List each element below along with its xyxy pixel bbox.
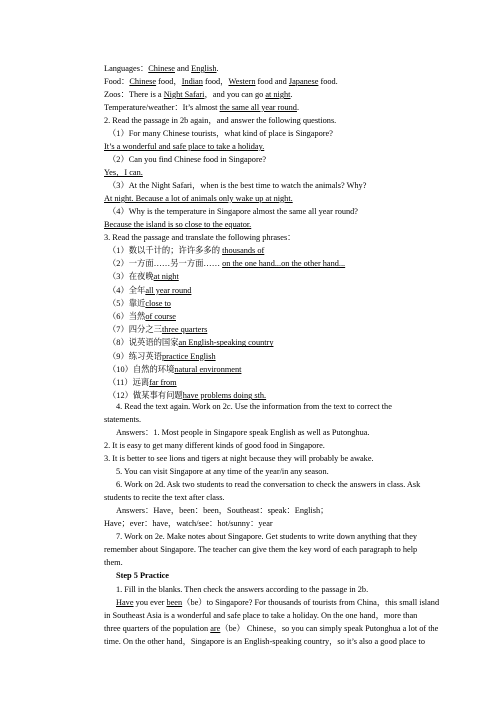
phrase-item [108, 311, 176, 322]
answer-4-3: 3. It is better to see lions and tigers at night because they will probably be awake. [104, 454, 374, 463]
answer-2-4: Because the island is so close to the equator. [104, 220, 252, 229]
question-2-1: （1）For many Chinese tourists，what kind of place is Singapore? [108, 129, 333, 138]
answer-2-3: At night. Because a lot of animals only wake up at night. [104, 194, 293, 203]
phrase-chinese: （10）自然的环境 [108, 364, 175, 374]
phrase-chinese: （4）全年 [108, 285, 146, 295]
food-line: Food：Chinese food，Indian food，Western food and Japanese food. [104, 77, 338, 86]
phrase-english: all year round [145, 285, 192, 295]
phrase-item [108, 285, 191, 296]
phrase-chinese: （7）四分之三 [108, 325, 162, 335]
question-2-4: （4）Why is the temperature in Singapore almost the same all year round? [108, 207, 358, 216]
answer-2-2: Yes，I can. [104, 168, 143, 177]
phrase-english: have problems doing sth. [182, 391, 267, 401]
question-4-line-2: statements. [104, 415, 142, 424]
phrase-chinese: （5）靠近 [108, 298, 146, 308]
phrase-item [108, 364, 241, 375]
phrase-chinese: （9）练习英语 [108, 351, 162, 361]
phrase-english: at night [153, 272, 179, 282]
answer-4-5: 5. You can visit Singapore at any time of the year/in any season. [116, 467, 329, 476]
phrase-item [108, 298, 171, 309]
phrase-english: thousands of [222, 246, 265, 255]
answer-6-line-1: Answers：Have，been：been，Southeast：speak：English； [116, 506, 329, 515]
phrase-english: three quarters [161, 325, 208, 335]
temperature-line: Temperature/weather：It’s almost the same all year round. [104, 103, 300, 112]
practice-line-4: time. On the other hand，Singapore is an English-speaking country，so it’s also a good place to [104, 637, 425, 646]
question-3-heading: 3. Read the passage and translate the following phrases： [104, 233, 296, 242]
answer-4-1: Answers：1. Most people in Singapore speak English as well as Putonghua. [116, 428, 370, 437]
question-7-line-3: them. [104, 558, 123, 567]
phrase-english: close to [145, 298, 171, 308]
question-6-line-1: 6. Work on 2d. Ask two students to read the conversation to check the answers in class. Ask [116, 480, 421, 489]
phrase-chinese: （12）做某事有问题 [108, 391, 183, 401]
phrase-english: far from [149, 378, 177, 387]
phrase-item [108, 377, 177, 388]
phrase-item [108, 390, 266, 401]
phrase-chinese: （2）一方面……另一方面…… [108, 259, 223, 269]
question-2-3: （3）At the Night Safari，when is the best time to watch the animals? Why? [108, 181, 367, 190]
practice-line-3: three quarters of the population are（be） Chinese，so you can simply speak Putonghua a lot of the [104, 624, 439, 633]
zoos-line: Zoos：There is a Night Safari，and you can go at night. [104, 90, 293, 99]
practice-line-1: Have you ever been（be）to Singapore? For thousands of tourists from China，this small island [116, 598, 440, 607]
answer-6-line-2: Have；ever：have，watch/see：hot/sunny：year [104, 519, 273, 528]
phrase-item [108, 271, 179, 282]
phrase-item [108, 351, 216, 362]
question-7-line-1: 7. Work on 2e. Make notes about Singapore. Get students to write down anything that they [116, 532, 418, 541]
question-7-line-2: remember about Singapore. The teacher can give them the key word of each paragraph to help [104, 545, 418, 554]
practice-line-2: in Southeast Asia is a wonderful and safe place to take a holiday. On the one hand，more than [104, 611, 418, 620]
languages-line: Languages：Chinese and English. [104, 64, 219, 73]
phrase-english: practice English [161, 351, 216, 361]
answer-2-1: It’s a wonderful and safe place to take a holiday. [104, 142, 265, 151]
phrase-item [108, 337, 273, 348]
question-2-2: （2）Can you find Chinese food in Singapore? [108, 155, 267, 164]
question-2-heading: 2. Read the passage in 2b again，and answer the following questions. [104, 116, 337, 125]
phrase-item [108, 258, 345, 269]
phrase-chinese: （11）远离 [108, 378, 150, 387]
phrase-item [108, 324, 207, 335]
phrase-chinese: （3）在夜晚 [108, 272, 154, 282]
step-5-heading: Step 5 Practice [116, 571, 169, 580]
phrase-english: natural environment [174, 364, 242, 374]
phrase-english: an English-speaking country [178, 338, 274, 348]
practice-1-instruction: 1. Fill in the blanks. Then check the answers according to the passage in 2b. [116, 585, 369, 594]
phrase-chinese: （1）数以千计的；许许多多的 [108, 246, 223, 255]
question-6-line-2: students to recite the text after class. [104, 493, 225, 502]
phrase-chinese: （6）当然 [108, 312, 146, 321]
phrase-chinese: （8）说英语的国家 [108, 338, 179, 348]
answer-4-2: 2. It is easy to get many different kinds of good food in Singapore. [104, 441, 325, 450]
phrase-english: of course [145, 312, 176, 321]
phrase-english: on the one hand...on the other hand... [222, 259, 346, 269]
phrase-item [108, 245, 264, 256]
question-4-line-1: 4. Read the text again. Work on 2c. Use the information from the text to correct the [116, 402, 392, 411]
